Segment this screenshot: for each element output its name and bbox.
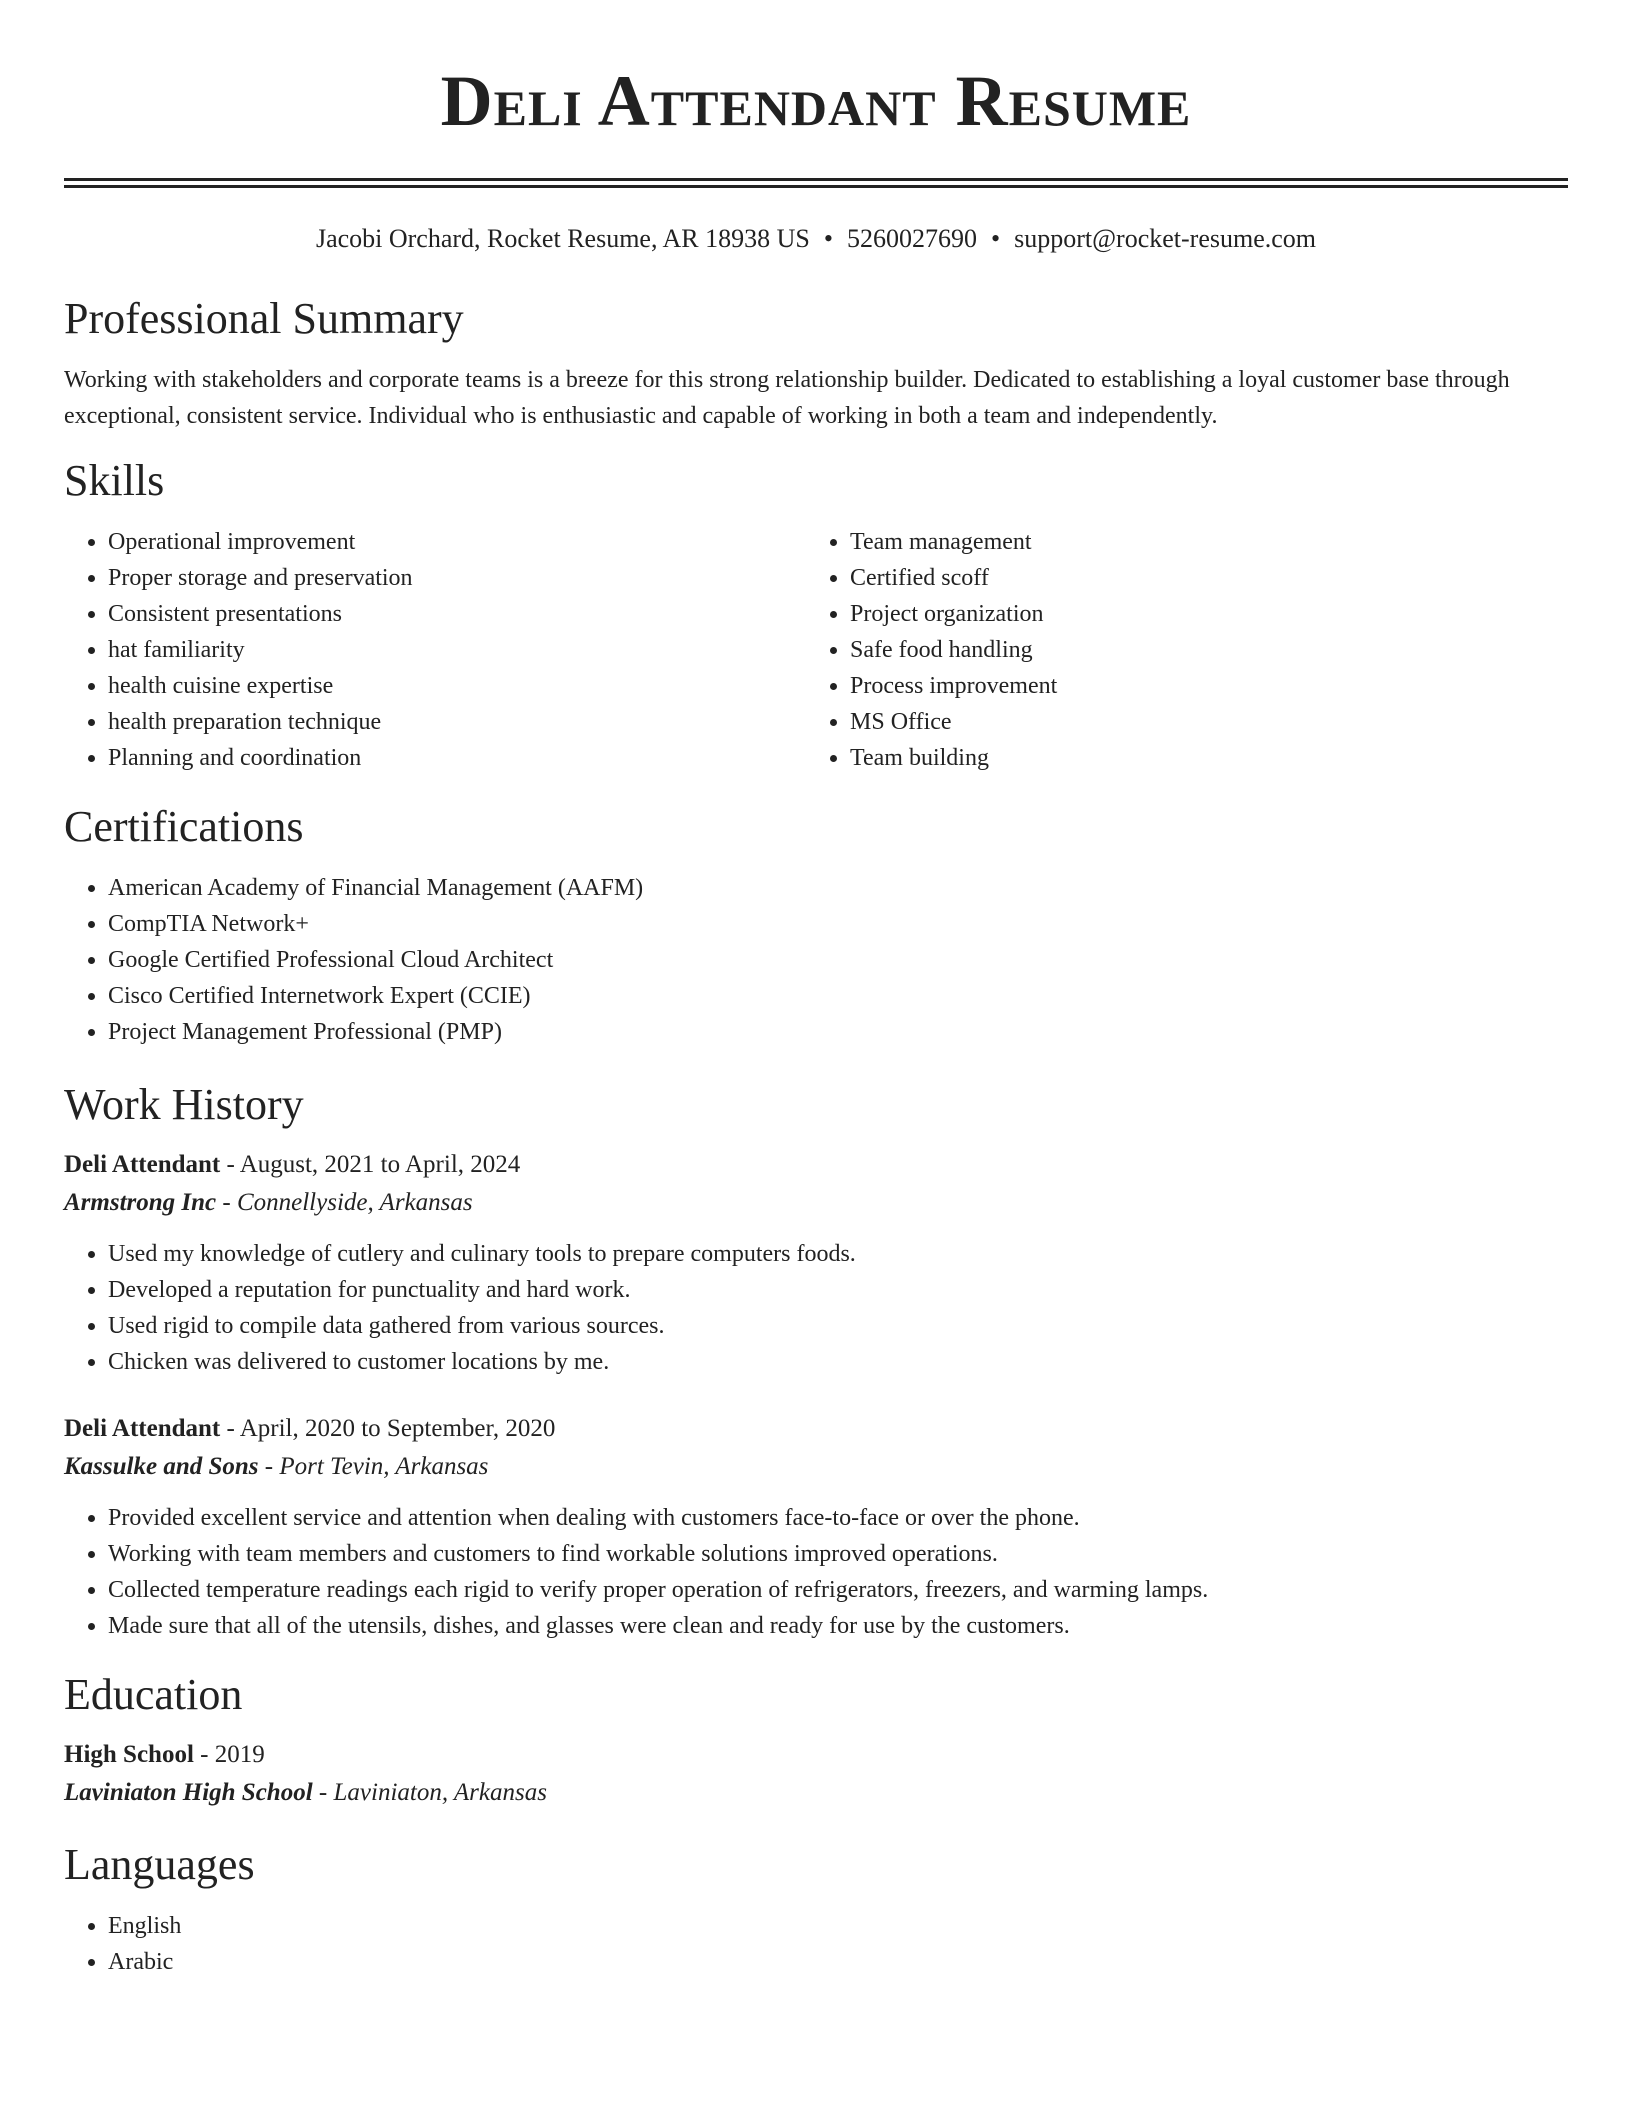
job-dates: - August, 2021 to April, 2024	[220, 1151, 521, 1178]
job-bullet: • Used my knowledge of cutlery and culinary tools to prepare computers foods.	[108, 1236, 1568, 1272]
skill-item: • Team management	[850, 524, 1548, 560]
skills-column-right	[806, 524, 1548, 776]
job-dates: - April, 2020 to September, 2020	[220, 1415, 556, 1442]
certification-item: • Project Management Professional (PMP)	[108, 1014, 1568, 1050]
contact-line	[64, 222, 1568, 256]
school-name: Laviniaton High School	[64, 1779, 313, 1806]
job-bullet: • Collected temperature readings each rigid to verify proper operation of refrigerators, freezers, and warming lamps.	[108, 1572, 1568, 1608]
job-bullet: • Used rigid to compile data gathered from various sources.	[108, 1308, 1568, 1344]
skill-item: • health preparation technique	[108, 704, 806, 740]
job-title: Deli Attendant	[64, 1415, 221, 1442]
title-double-rule	[64, 178, 1568, 188]
certifications-heading: Certifications	[64, 802, 304, 851]
summary-heading: Professional Summary	[64, 294, 464, 343]
company-name: Armstrong Inc	[64, 1189, 217, 1216]
contact-phone: 5260027690	[847, 224, 977, 253]
skill-item: • hat familiarity	[108, 632, 806, 668]
job-bullets	[64, 1236, 1568, 1380]
job-bullet: • Chicken was delivered to customer locations by me.	[108, 1344, 1568, 1380]
skill-item: • Proper storage and preservation	[108, 560, 806, 596]
job-bullet: • Made sure that all of the utensils, dishes, and glasses were clean and ready for use by the customers.	[108, 1608, 1568, 1644]
job-title-line	[64, 1410, 1568, 1448]
certification-item: • Cisco Certified Internetwork Expert (CCIE)	[108, 978, 1568, 1014]
skills-list-right	[806, 524, 1548, 776]
skill-item: • Consistent presentations	[108, 596, 806, 632]
resume-title: Deli Attendant Resume	[440, 61, 1192, 141]
skill-item: • Safe food handling	[850, 632, 1548, 668]
graduation-year: - 2019	[193, 1741, 265, 1768]
school-line	[64, 1774, 1568, 1812]
contact-address: Jacobi Orchard, Rocket Resume, AR 18938 US	[315, 224, 810, 253]
language-item: • English	[108, 1908, 1568, 1944]
skills-list-left	[64, 524, 806, 776]
certification-item: • CompTIA Network+	[108, 906, 1568, 942]
education-heading: Education	[64, 1670, 243, 1719]
languages-heading: Languages	[64, 1840, 255, 1889]
certifications-list	[64, 870, 1568, 1050]
certification-item: • American Academy of Financial Management (AAFM)	[108, 870, 1568, 906]
skills-column-left	[64, 524, 806, 776]
job-entry	[64, 1146, 1568, 1380]
job-bullet: • Working with team members and customers to find workable solutions improved operations.	[108, 1536, 1568, 1572]
company-name: Kassulke and Sons	[64, 1453, 259, 1480]
skill-item: • Planning and coordination	[108, 740, 806, 776]
education-entry	[64, 1736, 1568, 1812]
skills-grid	[64, 524, 1568, 776]
school-location: - Laviniaton, Arkansas	[312, 1779, 547, 1806]
company-location: - Port Tevin, Arkansas	[258, 1453, 489, 1480]
degree-line	[64, 1736, 1568, 1774]
skill-item: • Project organization	[850, 596, 1548, 632]
company-line	[64, 1184, 1568, 1222]
skill-item: • Process improvement	[850, 668, 1548, 704]
job-title-line	[64, 1146, 1568, 1184]
contact-separator: •	[991, 224, 1001, 253]
company-line	[64, 1448, 1568, 1486]
work-history-heading: Work History	[64, 1080, 304, 1129]
company-location: - Connellyside, Arkansas	[216, 1189, 473, 1216]
skill-item: • MS Office	[850, 704, 1548, 740]
contact-separator: •	[823, 224, 833, 253]
job-bullets	[64, 1500, 1568, 1644]
job-title: Deli Attendant	[64, 1151, 221, 1178]
certification-item: • Google Certified Professional Cloud Architect	[108, 942, 1568, 978]
skill-item: • Certified scoff	[850, 560, 1548, 596]
degree: High School	[64, 1741, 194, 1768]
contact-email: support@rocket-resume.com	[1014, 224, 1317, 253]
language-item: • Arabic	[108, 1944, 1568, 1980]
job-bullet: • Provided excellent service and attention when dealing with customers face-to-face or over the phone.	[108, 1500, 1568, 1536]
languages-list	[64, 1908, 1568, 1980]
skill-item: • Operational improvement	[108, 524, 806, 560]
summary-text: Working with stakeholders and corporate teams is a breeze for this strong relationship builder. Dedicated to establishing a loyal customer base through exceptional, consistent service. Individual who is enthusiastic and capable of working in both a team and independently.	[64, 367, 1510, 429]
job-bullet: • Developed a reputation for punctuality and hard work.	[108, 1272, 1568, 1308]
skill-item: • Team building	[850, 740, 1548, 776]
job-entry	[64, 1410, 1568, 1644]
skills-heading: Skills	[64, 456, 165, 505]
skill-item: • health cuisine expertise	[108, 668, 806, 704]
